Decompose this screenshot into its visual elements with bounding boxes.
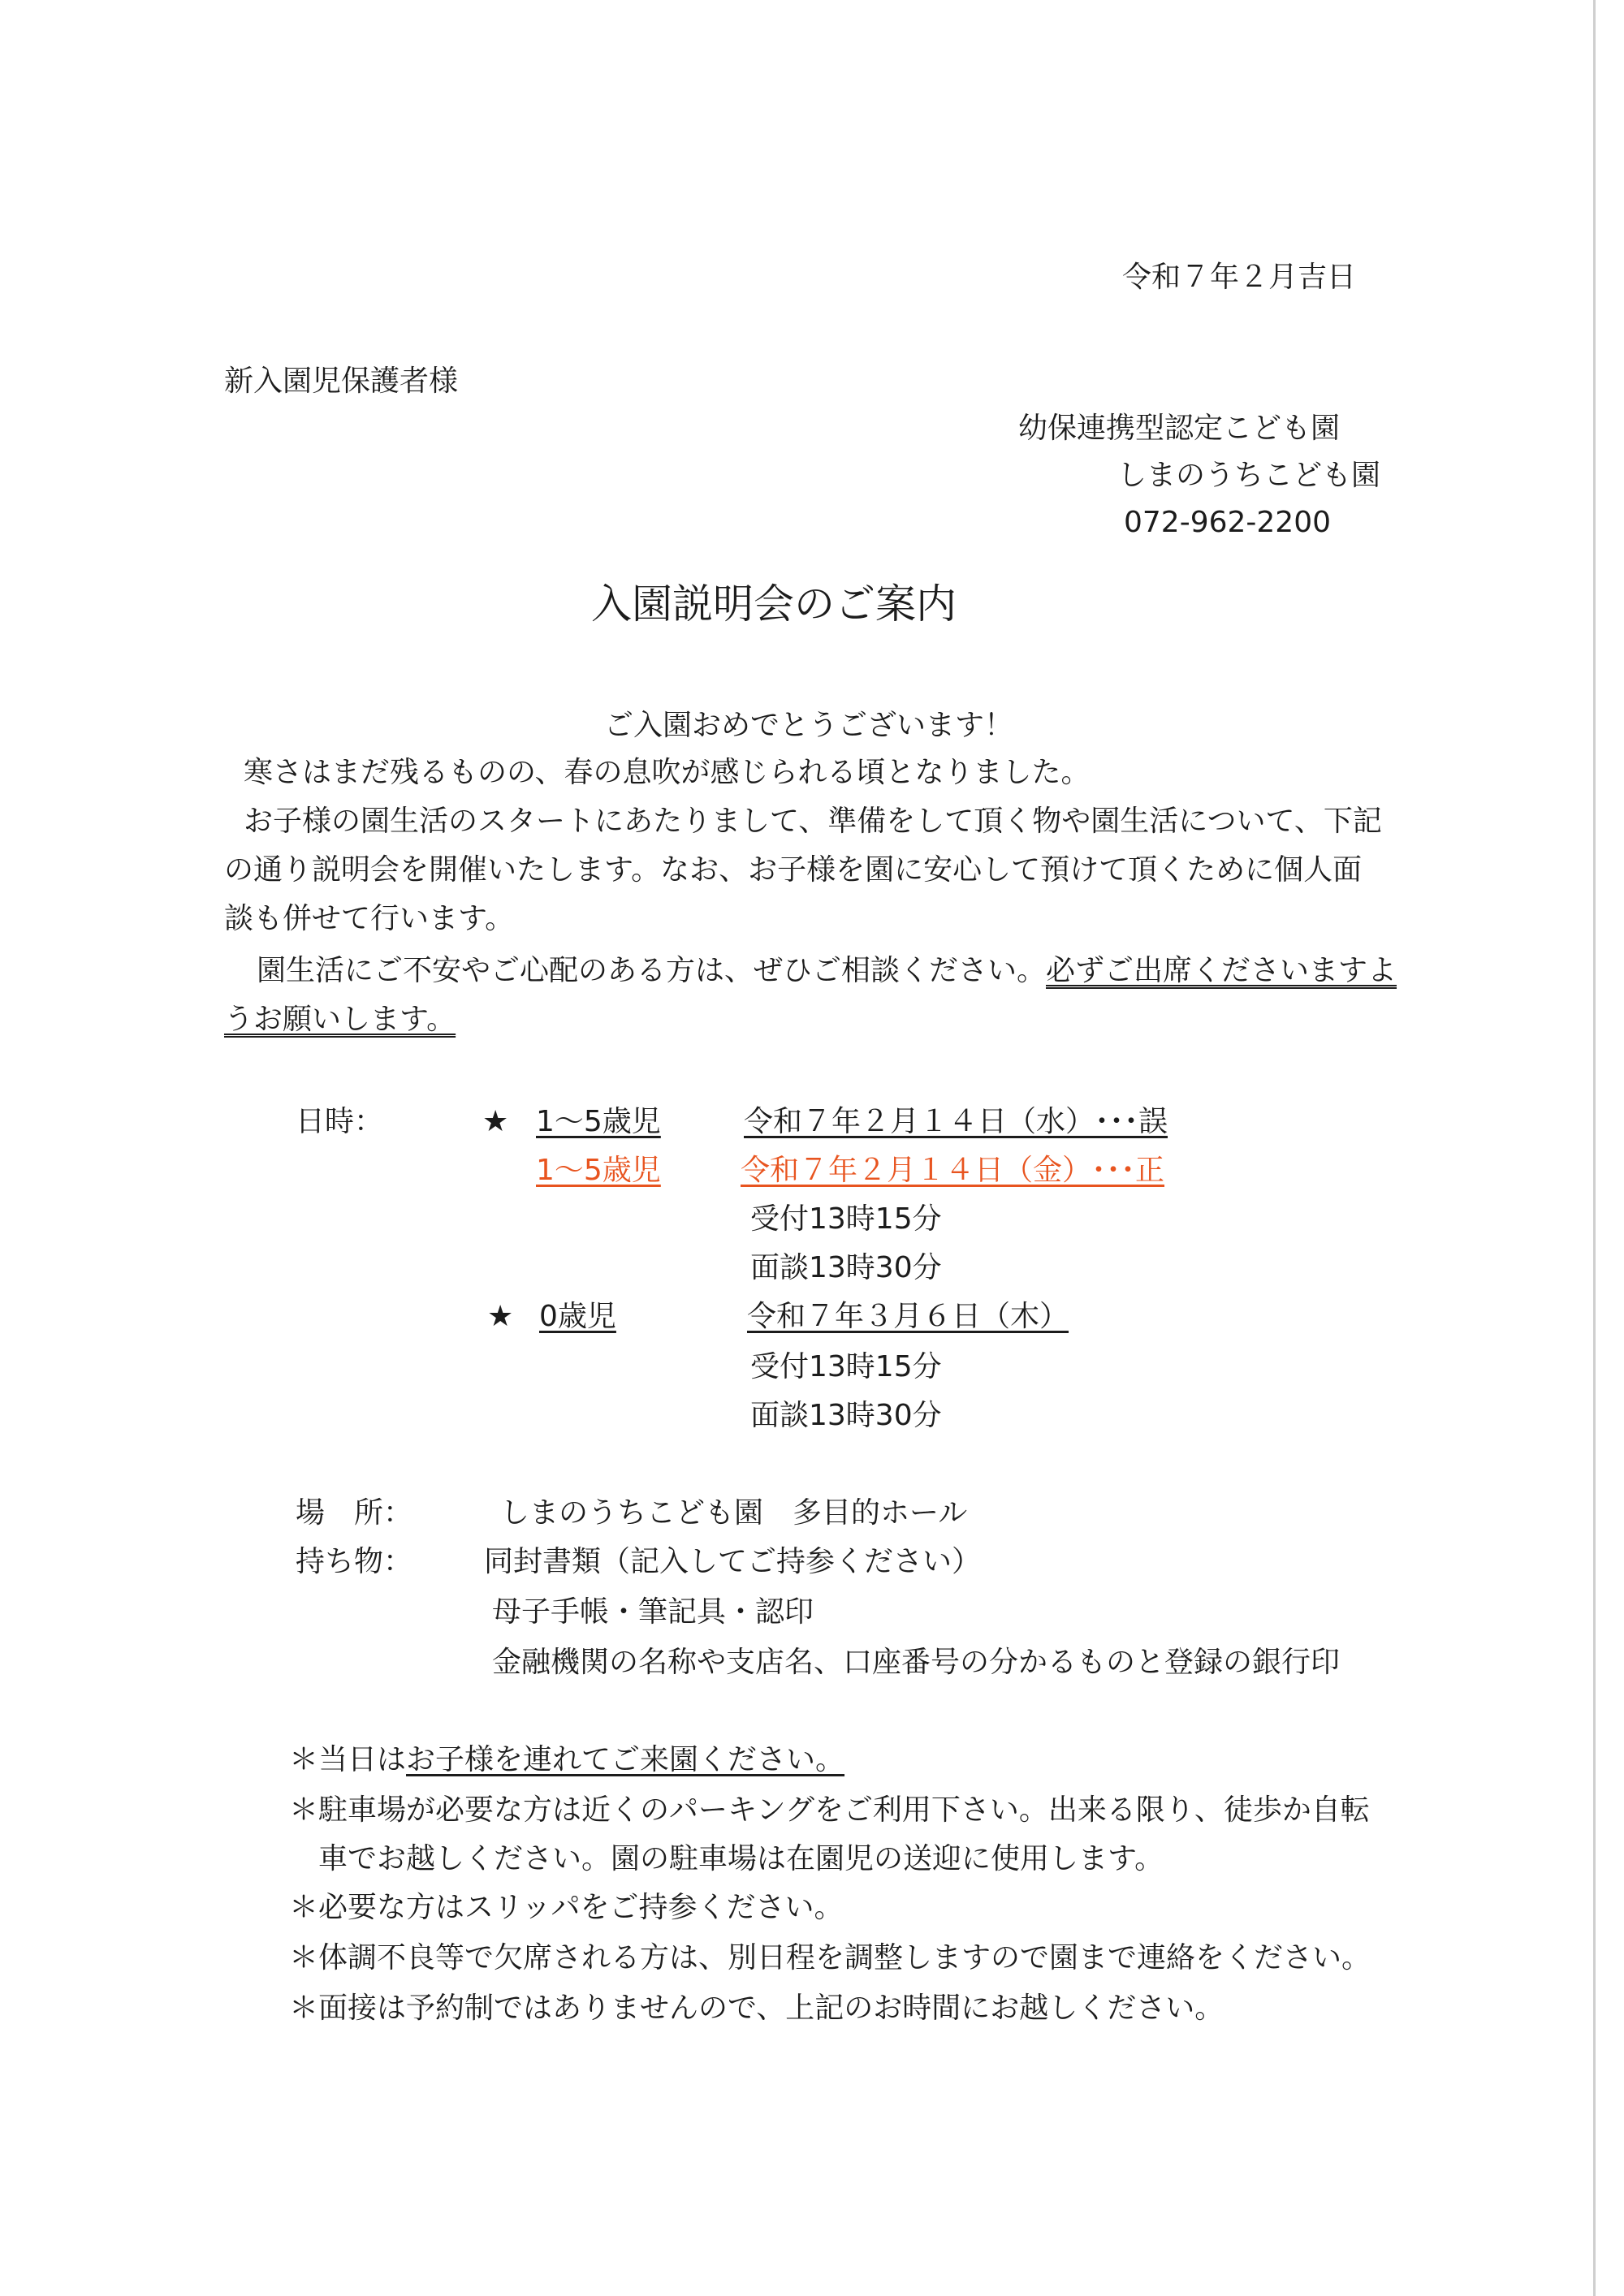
interview-time-1: 面談13時30分 [750,1251,942,1284]
interview-time-2: 面談13時30分 [750,1399,942,1432]
schedule-label: 日時： [296,1105,384,1138]
note-4: ＊体調不良等で欠席される方は、別日程を調整しますので園まで連絡をください。 [289,1941,1371,1974]
note-3: ＊必要な方はスリッパをご持参ください。 [289,1891,844,1924]
item-1: 同封書類（記入してご持参ください） [484,1545,982,1578]
intro-line-3: の通り説明会を開催いたします。なお、お子様を園に安心して預けて頂くために個人面 [224,853,1363,887]
star-mark-2: ★ [487,1300,514,1333]
wrong-date: 令和７年２月１４日（水）･･･誤 [744,1105,1168,1138]
group-1-5: 1～5歳児 [536,1105,661,1138]
note-2-cont: 車でお越しください。園の駐車場は在園児の送迎に使用します。 [318,1842,1164,1875]
correct-date: 令和７年２月１４日（金）･･･正 [741,1154,1165,1187]
date-0: 令和７年３月６日（木） [747,1300,1069,1333]
note-2: ＊駐車場が必要な方は近くのパーキングをご利用下さい。出来る限り、徒歩か自転 [289,1793,1370,1827]
sender-org-type: 幼保連携型認定こども園 [1018,412,1341,445]
document-title: 入園説明会のご案内 [591,580,957,628]
intro-line-1: 寒さはまだ残るものの、春の息吹が感じられる頃となりました。 [244,756,1091,789]
sender-phone: 072-962-2200 [1124,506,1332,539]
note-5: ＊面接は予約制ではありませんので、上記のお時間にお越しください。 [289,1992,1224,2025]
intro-line-5 [257,952,1397,990]
place-label: 場 所： [296,1496,413,1530]
group-1-5-correction: 1～5歳児 [536,1154,661,1187]
greeting: ご入園おめでとうございます！ [604,709,1014,742]
recipient: 新入園児保護者様 [224,365,459,398]
reception-time-2: 受付13時15分 [750,1350,942,1383]
attendance-request-cont: うお願いします。 [224,1003,456,1036]
items-label: 持ち物： [296,1545,413,1578]
intro-line-4: 談も併せて行います。 [224,902,515,935]
issue-date: 令和７年２月吉日 [1122,261,1357,294]
sender-name: しまのうちこども園 [1117,459,1381,492]
star-mark: ★ [482,1105,509,1138]
group-0: 0歳児 [539,1300,616,1333]
note-1 [289,1741,844,1780]
attendance-request: 必ずご出席くださいますよ [1046,954,1397,987]
intro-line-2: お子様の園生活のスタートにあたりまして、準備をして頂く物や園生活について、下記 [244,805,1382,838]
place-value: しまのうちこども園 多目的ホール [500,1496,968,1530]
item-2: 母子手帳・筆記具・認印 [492,1595,814,1629]
note-1-prefix: ＊当日は [289,1743,407,1776]
reception-time-1: 受付13時15分 [750,1202,942,1236]
item-3: 金融機関の名称や支店名、口座番号の分かるものと登録の銀行印 [492,1646,1341,1679]
scan-edge-line [1593,0,1596,2296]
intro-line-5-plain: 園生活にご不安やご心配のある方は、ぜひご相談ください。 [257,954,1047,987]
note-1-emphasis: お子様を連れてご来園ください。 [406,1743,845,1776]
